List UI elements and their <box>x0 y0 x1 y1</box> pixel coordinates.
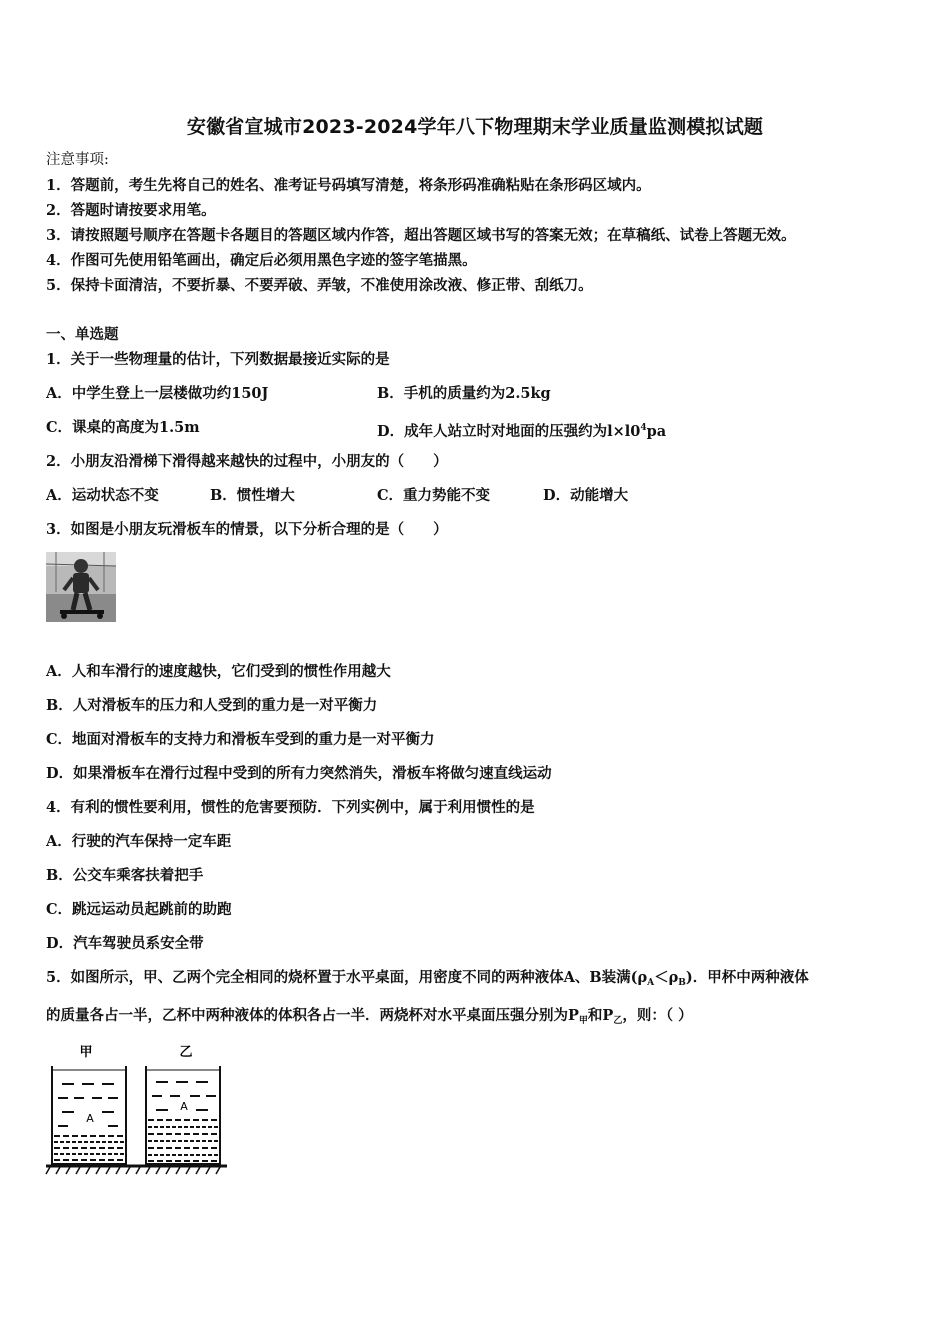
q4-option-c: C．跳远运动员起跳前的助跑 <box>46 901 232 918</box>
q3-option-b: B．人对滑板车的压力和人受到的重力是一对平衡力 <box>46 697 378 714</box>
notice-item: 2．答题时请按要求用笔。 <box>46 202 216 219</box>
q1-option-b: B．手机的质量约为2.5kg <box>377 385 551 402</box>
question-5-stem-line1: 5．如图所示，甲、乙两个完全相同的烧杯置于水平桌面，用密度不同的两种液体A、B装满$(\rho_A<\rho_B)$．甲杯中两种液体 <box>46 969 809 988</box>
notice-item: 4．作图可先使用铅笔画出，确定后必须用黑色字迹的签字笔描黑。 <box>46 252 477 269</box>
page-title: 安徽省宣城市2023-2024学年八下物理期末学业质量监测模拟试题 <box>186 116 764 138</box>
q4-option-d: D．汽车驾驶员系安全带 <box>46 935 204 952</box>
q4-option-b: B．公交车乘客扶着把手 <box>46 867 204 884</box>
beakers-figure <box>44 1040 229 1180</box>
q3-option-d: D．如果滑板车在滑行过程中受到的所有力突然消失，滑板车将做匀速直线运动 <box>46 765 552 782</box>
notice-item: 3．请按照题号顺序在答题卡各题目的答题区域内作答，超出答题区域书写的答案无效；在草稿纸、试卷上答题无效。 <box>46 227 796 244</box>
notice-item: 1．答题前，考生先将自己的姓名、准考证号码填写清楚，将条形码准确粘贴在条形码区域内。 <box>46 177 651 194</box>
question-1-stem: 1．关于一些物理量的估计，下列数据最接近实际的是 <box>46 351 390 368</box>
q1-option-a: A．中学生登上一层楼做功约150J <box>46 385 269 402</box>
question-2-stem: 2．小朋友沿滑梯下滑得越来越快的过程中，小朋友的（ ） <box>46 453 448 470</box>
q2-option-c: C．重力势能不变 <box>377 487 491 504</box>
q1-option-d: D．成年人站立时对地面的压强约为$l\times l0^4pa$ <box>377 423 667 440</box>
notice-heading: 注意事项: <box>46 152 109 168</box>
section-heading: 一、单选题 <box>46 326 119 343</box>
beaker-yi <box>146 1066 220 1164</box>
table-surface <box>46 1166 227 1174</box>
q4-option-a: A．行驶的汽车保持一定车距 <box>46 833 232 850</box>
q3-option-c: C．地面对滑板车的支持力和滑板车受到的重力是一对平衡力 <box>46 731 435 748</box>
q2-option-a: A．运动状态不变 <box>46 487 159 504</box>
beaker-jia <box>52 1066 126 1164</box>
q2-option-d: D．动能增大 <box>543 487 629 504</box>
beaker-jia-label: 甲 <box>79 1045 93 1060</box>
skateboard-photo <box>46 552 116 622</box>
question-5-stem-line2: 的质量各占一半，乙杯中两种液体的体积各占一半．两烧杯对水平桌面压强分别为$P_甲$和$P_乙$，则：（ ） <box>46 1007 693 1026</box>
notice-item: 5．保持卡面清洁，不要折暴、不要弄破、弄皱，不准使用涂改液、修正带、刮纸刀。 <box>46 277 593 294</box>
q1-option-c: C．课桌的高度为1.5m <box>46 419 200 436</box>
beaker-yi-label: 乙 <box>179 1045 193 1060</box>
q3-option-a: A．人和车滑行的速度越快，它们受到的惯性作用越大 <box>46 663 391 680</box>
question-4-stem: 4．有利的惯性要利用，惯性的危害要预防．下列实例中，属于利用惯性的是 <box>46 799 535 816</box>
q2-option-b: B．惯性增大 <box>210 487 295 504</box>
question-3-stem: 3．如图是小朋友玩滑板车的情景，以下分析合理的是（ ） <box>46 521 448 538</box>
liquid-a-label-yi: A <box>180 1100 188 1113</box>
liquid-a-label-jia: A <box>86 1112 94 1125</box>
